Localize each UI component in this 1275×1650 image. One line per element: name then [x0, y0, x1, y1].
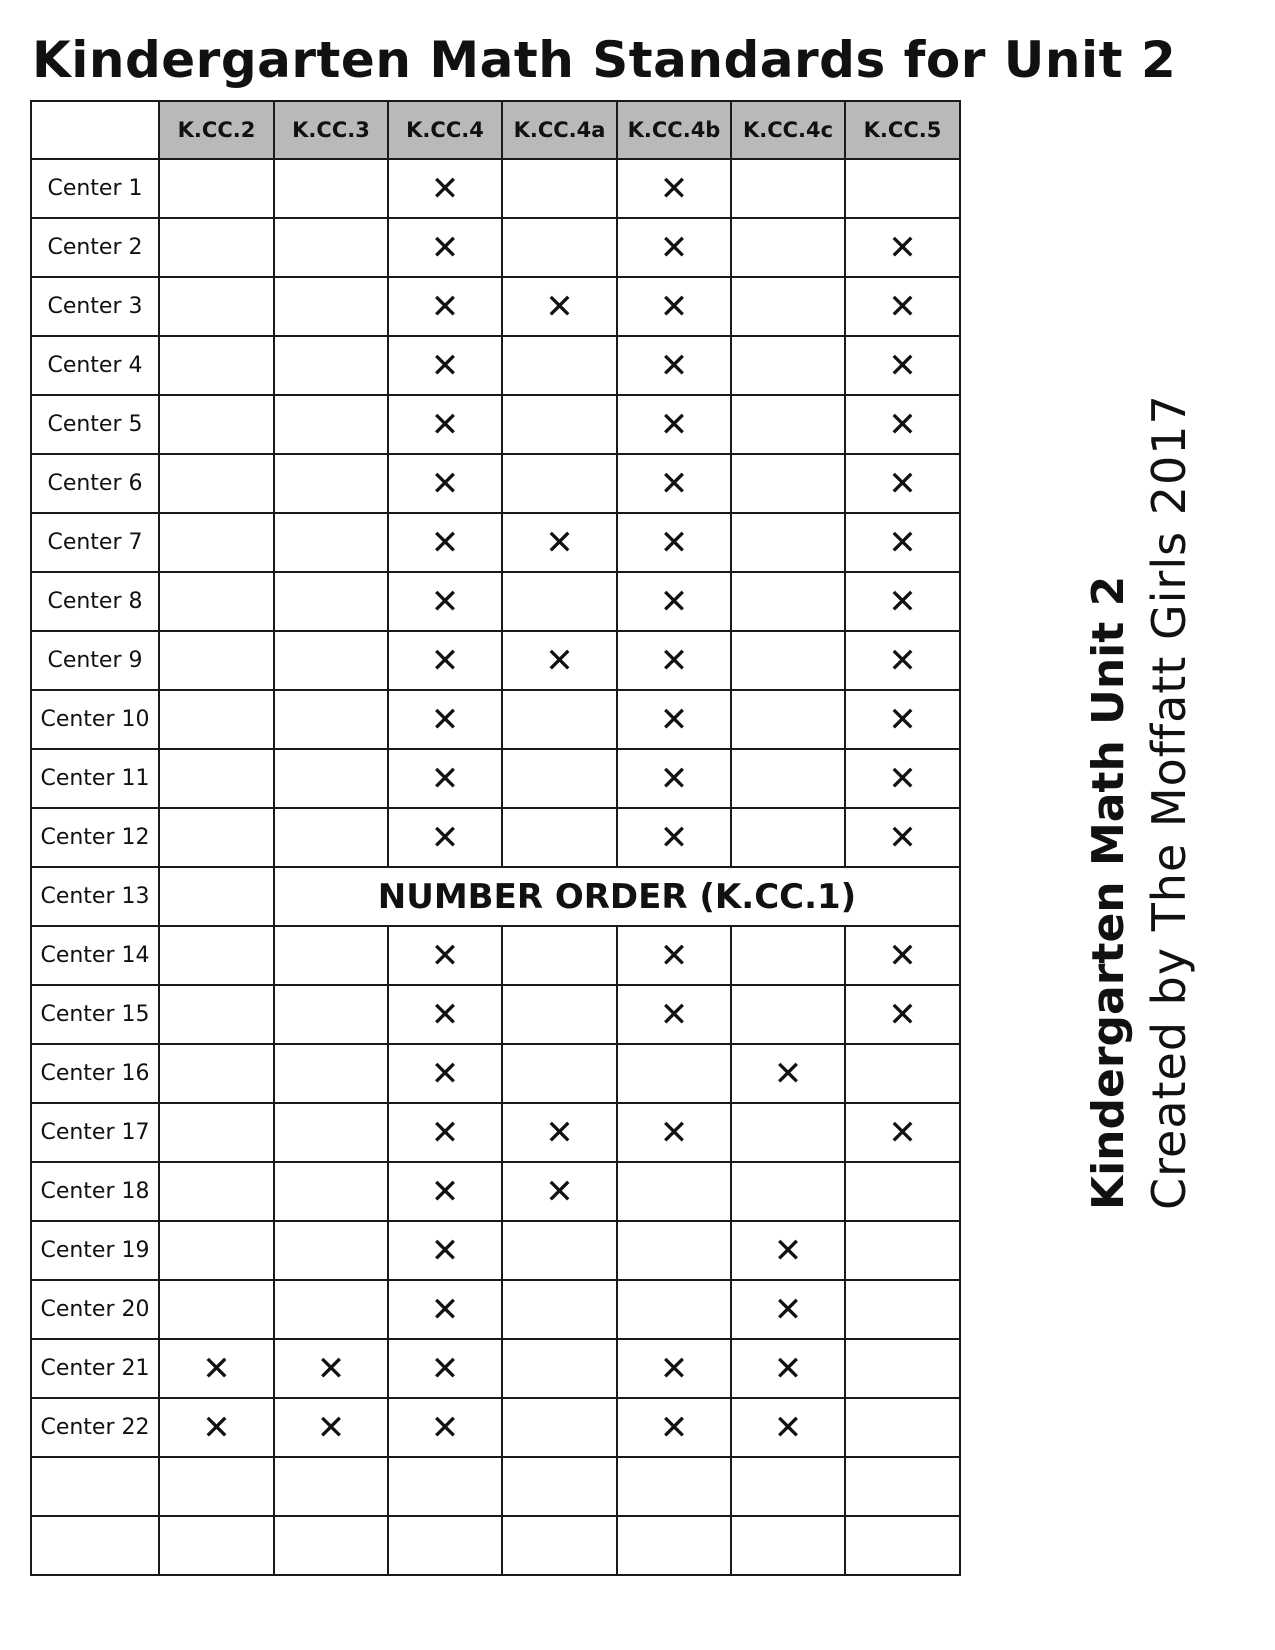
- column-header: K.CC.3: [274, 101, 388, 159]
- empty-cell: [274, 336, 388, 395]
- table-row: [31, 1339, 960, 1398]
- check-mark: ✕: [388, 395, 502, 454]
- table-row: [31, 749, 960, 808]
- check-mark: ✕: [502, 1162, 617, 1221]
- empty-cell: [617, 1044, 731, 1103]
- empty-cell: [731, 218, 845, 277]
- check-mark: ✕: [845, 336, 960, 395]
- check-mark: ✕: [274, 1339, 388, 1398]
- column-header: K.CC.4: [388, 101, 502, 159]
- empty-cell: [274, 395, 388, 454]
- side-caption-credit: Created by The Moffatt Girls 2017: [1142, 394, 1196, 1210]
- empty-cell: [159, 1280, 274, 1339]
- empty-cell: [502, 1280, 617, 1339]
- table-row: [31, 631, 960, 690]
- row-label: Center 4: [31, 336, 159, 395]
- check-mark: ✕: [388, 1398, 502, 1457]
- check-mark: ✕: [845, 985, 960, 1044]
- empty-cell: [845, 1339, 960, 1398]
- empty-cell: [502, 218, 617, 277]
- check-mark: ✕: [617, 926, 731, 985]
- empty-cell: [159, 1457, 274, 1516]
- empty-cell: [159, 867, 274, 926]
- check-mark: ✕: [731, 1280, 845, 1339]
- column-header: K.CC.4a: [502, 101, 617, 159]
- check-mark: ✕: [617, 631, 731, 690]
- check-mark: ✕: [617, 277, 731, 336]
- empty-cell: [159, 1162, 274, 1221]
- empty-cell: [502, 395, 617, 454]
- empty-cell: [274, 985, 388, 1044]
- check-mark: ✕: [388, 1221, 502, 1280]
- check-mark: ✕: [388, 513, 502, 572]
- empty-cell: [731, 985, 845, 1044]
- empty-cell: [274, 1280, 388, 1339]
- row-label: Center 22: [31, 1398, 159, 1457]
- check-mark: ✕: [731, 1221, 845, 1280]
- table-body: [31, 159, 960, 1575]
- row-label: [31, 1516, 159, 1575]
- check-mark: ✕: [617, 749, 731, 808]
- empty-cell: [274, 513, 388, 572]
- table-row: [31, 867, 960, 926]
- table-row: [31, 926, 960, 985]
- row-label: Center 5: [31, 395, 159, 454]
- empty-cell: [617, 1516, 731, 1575]
- row-label: Center 19: [31, 1221, 159, 1280]
- empty-cell: [274, 277, 388, 336]
- empty-cell: [502, 690, 617, 749]
- check-mark: ✕: [845, 690, 960, 749]
- check-mark: ✕: [274, 1398, 388, 1457]
- check-mark: ✕: [502, 513, 617, 572]
- empty-cell: [502, 572, 617, 631]
- row-label: Center 10: [31, 690, 159, 749]
- check-mark: ✕: [388, 1044, 502, 1103]
- check-mark: ✕: [617, 1339, 731, 1398]
- empty-cell: [731, 159, 845, 218]
- empty-cell: [845, 1398, 960, 1457]
- row-banner: NUMBER ORDER (K.CC.1): [274, 867, 960, 926]
- empty-cell: [502, 985, 617, 1044]
- empty-cell: [502, 1516, 617, 1575]
- empty-cell: [274, 1103, 388, 1162]
- check-mark: ✕: [502, 277, 617, 336]
- table-row: [31, 336, 960, 395]
- empty-cell: [159, 749, 274, 808]
- row-label: Center 20: [31, 1280, 159, 1339]
- empty-cell: [502, 1339, 617, 1398]
- check-mark: ✕: [388, 277, 502, 336]
- empty-cell: [502, 454, 617, 513]
- check-mark: ✕: [845, 513, 960, 572]
- row-label: Center 9: [31, 631, 159, 690]
- empty-cell: [159, 808, 274, 867]
- empty-cell: [502, 749, 617, 808]
- table-row: [31, 985, 960, 1044]
- row-label: Center 17: [31, 1103, 159, 1162]
- empty-cell: [731, 1103, 845, 1162]
- empty-cell: [274, 572, 388, 631]
- standards-table: [30, 100, 961, 1576]
- empty-cell: [502, 1398, 617, 1457]
- check-mark: ✕: [617, 1398, 731, 1457]
- check-mark: ✕: [845, 277, 960, 336]
- empty-cell: [731, 277, 845, 336]
- empty-cell: [274, 1221, 388, 1280]
- empty-cell: [274, 690, 388, 749]
- table-row: [31, 1103, 960, 1162]
- empty-cell: [617, 1457, 731, 1516]
- table-row: [31, 808, 960, 867]
- empty-cell: [731, 749, 845, 808]
- check-mark: ✕: [388, 749, 502, 808]
- row-label: Center 8: [31, 572, 159, 631]
- check-mark: ✕: [388, 336, 502, 395]
- empty-cell: [274, 808, 388, 867]
- table-row: [31, 1221, 960, 1280]
- empty-cell: [159, 1516, 274, 1575]
- check-mark: ✕: [159, 1339, 274, 1398]
- empty-cell: [159, 572, 274, 631]
- empty-cell: [274, 1044, 388, 1103]
- check-mark: ✕: [617, 513, 731, 572]
- side-caption-title: Kindergarten Math Unit 2: [1083, 575, 1134, 1210]
- page-title: Kindergarten Math Standards for Unit 2: [32, 31, 1177, 89]
- check-mark: ✕: [388, 1280, 502, 1339]
- empty-cell: [274, 1516, 388, 1575]
- empty-cell: [159, 631, 274, 690]
- check-mark: ✕: [388, 985, 502, 1044]
- table-row: [31, 1516, 960, 1575]
- table-row: [31, 1280, 960, 1339]
- empty-cell: [845, 1457, 960, 1516]
- check-mark: ✕: [388, 218, 502, 277]
- empty-cell: [731, 808, 845, 867]
- check-mark: ✕: [388, 926, 502, 985]
- empty-cell: [731, 926, 845, 985]
- empty-cell: [388, 1457, 502, 1516]
- check-mark: ✕: [617, 690, 731, 749]
- corner-cell: [31, 101, 159, 159]
- check-mark: ✕: [617, 218, 731, 277]
- check-mark: ✕: [845, 1103, 960, 1162]
- column-header: K.CC.4c: [731, 101, 845, 159]
- empty-cell: [845, 1516, 960, 1575]
- row-label: Center 16: [31, 1044, 159, 1103]
- empty-cell: [845, 1280, 960, 1339]
- row-label: Center 18: [31, 1162, 159, 1221]
- empty-cell: [731, 454, 845, 513]
- check-mark: ✕: [845, 749, 960, 808]
- table-row: [31, 1044, 960, 1103]
- check-mark: ✕: [731, 1044, 845, 1103]
- row-label: Center 7: [31, 513, 159, 572]
- column-header: K.CC.5: [845, 101, 960, 159]
- check-mark: ✕: [159, 1398, 274, 1457]
- empty-cell: [159, 159, 274, 218]
- empty-cell: [159, 454, 274, 513]
- check-mark: ✕: [502, 1103, 617, 1162]
- empty-cell: [159, 218, 274, 277]
- row-label: Center 12: [31, 808, 159, 867]
- column-header: K.CC.4b: [617, 101, 731, 159]
- check-mark: ✕: [731, 1398, 845, 1457]
- check-mark: ✕: [388, 1162, 502, 1221]
- empty-cell: [731, 1516, 845, 1575]
- check-mark: ✕: [617, 808, 731, 867]
- empty-cell: [159, 277, 274, 336]
- table-row: [31, 454, 960, 513]
- empty-cell: [502, 926, 617, 985]
- check-mark: ✕: [617, 159, 731, 218]
- row-label: Center 14: [31, 926, 159, 985]
- empty-cell: [159, 926, 274, 985]
- empty-cell: [617, 1162, 731, 1221]
- empty-cell: [159, 395, 274, 454]
- empty-cell: [845, 1221, 960, 1280]
- empty-cell: [274, 159, 388, 218]
- empty-cell: [159, 1221, 274, 1280]
- empty-cell: [159, 690, 274, 749]
- empty-cell: [274, 1457, 388, 1516]
- check-mark: ✕: [388, 631, 502, 690]
- check-mark: ✕: [617, 1103, 731, 1162]
- check-mark: ✕: [388, 1339, 502, 1398]
- check-mark: ✕: [731, 1339, 845, 1398]
- table-row: [31, 1398, 960, 1457]
- check-mark: ✕: [388, 1103, 502, 1162]
- table-row: [31, 277, 960, 336]
- check-mark: ✕: [845, 631, 960, 690]
- empty-cell: [731, 631, 845, 690]
- check-mark: ✕: [617, 395, 731, 454]
- empty-cell: [159, 513, 274, 572]
- empty-cell: [274, 218, 388, 277]
- empty-cell: [731, 1162, 845, 1221]
- table-row: [31, 159, 960, 218]
- row-label: Center 15: [31, 985, 159, 1044]
- empty-cell: [502, 159, 617, 218]
- check-mark: ✕: [845, 572, 960, 631]
- empty-cell: [274, 454, 388, 513]
- row-label: Center 6: [31, 454, 159, 513]
- empty-cell: [617, 1221, 731, 1280]
- row-label: [31, 1457, 159, 1516]
- table-row: [31, 572, 960, 631]
- check-mark: ✕: [845, 218, 960, 277]
- empty-cell: [502, 336, 617, 395]
- table-row: [31, 395, 960, 454]
- check-mark: ✕: [388, 808, 502, 867]
- check-mark: ✕: [617, 985, 731, 1044]
- empty-cell: [502, 1044, 617, 1103]
- empty-cell: [502, 1221, 617, 1280]
- empty-cell: [845, 1044, 960, 1103]
- table-row: [31, 1457, 960, 1516]
- table-row: [31, 513, 960, 572]
- table-row: [31, 218, 960, 277]
- check-mark: ✕: [388, 572, 502, 631]
- column-header: K.CC.2: [159, 101, 274, 159]
- empty-cell: [617, 1280, 731, 1339]
- empty-cell: [159, 985, 274, 1044]
- empty-cell: [502, 808, 617, 867]
- check-mark: ✕: [502, 631, 617, 690]
- empty-cell: [845, 159, 960, 218]
- check-mark: ✕: [388, 690, 502, 749]
- check-mark: ✕: [388, 159, 502, 218]
- check-mark: ✕: [845, 395, 960, 454]
- check-mark: ✕: [617, 572, 731, 631]
- check-mark: ✕: [617, 454, 731, 513]
- check-mark: ✕: [845, 926, 960, 985]
- empty-cell: [731, 690, 845, 749]
- check-mark: ✕: [388, 454, 502, 513]
- empty-cell: [159, 1103, 274, 1162]
- check-mark: ✕: [845, 808, 960, 867]
- empty-cell: [502, 1457, 617, 1516]
- row-label: Center 11: [31, 749, 159, 808]
- check-mark: ✕: [845, 454, 960, 513]
- empty-cell: [388, 1516, 502, 1575]
- check-mark: ✕: [617, 336, 731, 395]
- row-label: Center 2: [31, 218, 159, 277]
- empty-cell: [731, 572, 845, 631]
- empty-cell: [845, 1162, 960, 1221]
- empty-cell: [731, 395, 845, 454]
- empty-cell: [274, 1162, 388, 1221]
- empty-cell: [159, 336, 274, 395]
- row-label: Center 21: [31, 1339, 159, 1398]
- header-row: [31, 101, 960, 159]
- table-row: [31, 1162, 960, 1221]
- empty-cell: [274, 631, 388, 690]
- empty-cell: [274, 926, 388, 985]
- empty-cell: [274, 749, 388, 808]
- table-row: [31, 690, 960, 749]
- empty-cell: [731, 1457, 845, 1516]
- empty-cell: [731, 513, 845, 572]
- side-caption: [1080, 394, 1200, 1210]
- row-label: Center 3: [31, 277, 159, 336]
- empty-cell: [731, 336, 845, 395]
- empty-cell: [159, 1044, 274, 1103]
- row-label: Center 1: [31, 159, 159, 218]
- row-label: Center 13: [31, 867, 159, 926]
